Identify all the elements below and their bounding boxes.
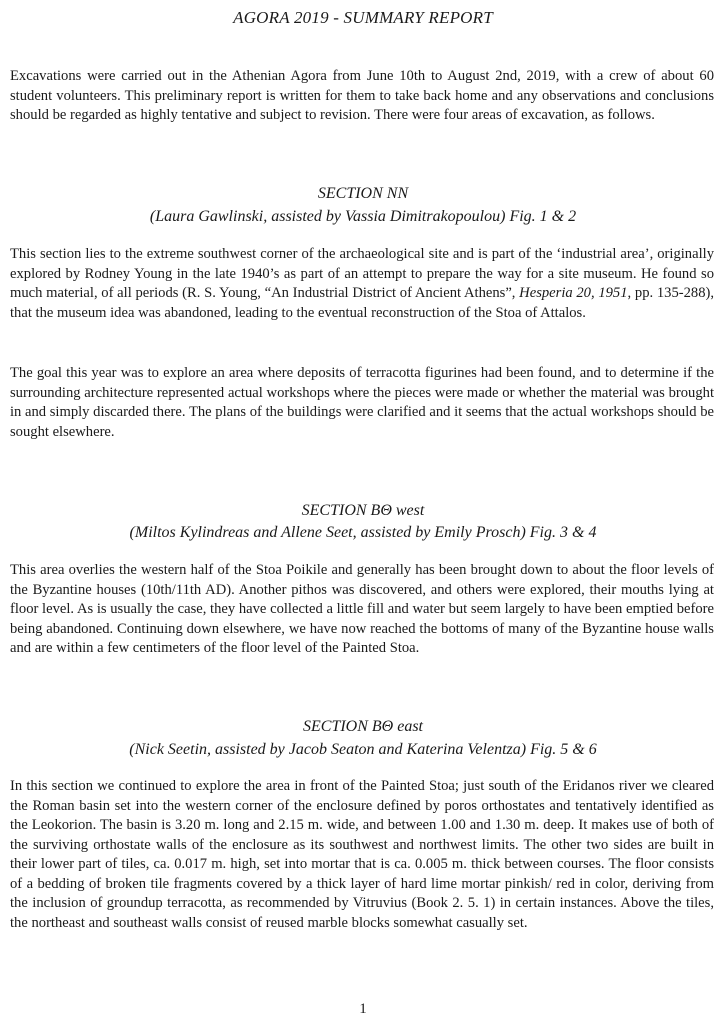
section-bth-east-body <box>10 777 714 933</box>
section-nn-paragraph-1 <box>10 245 714 323</box>
section-nn-credit: (Laura Gawlinski, assisted by Vassia Dimitrakopoulou) Fig. 1 & 2 <box>149 208 577 225</box>
intro-block <box>10 67 714 126</box>
section-nn-body-2 <box>10 364 714 442</box>
section-bth-west-paragraph: This area overlies the western half of the Stoa Poikile and generally has been brought down to about the floor levels of the Byzantine houses (10th/11th AD). Another pithos was discovered, and others were explored, their mouths lying at floor level. As is usually the case, they have collected a little fill and water but seem largely to have been emptied before being abandoned. Continuing down elsewhere, we have now reached the bottoms of many of the Byzantine house walls and are within a few centimeters of the floor level of the Painted Stoa. <box>10 562 714 656</box>
section-bth-east-credit: (Nick Seetin, assisted by Jacob Seaton and Katerina Velentza) Fig. 5 & 6 <box>129 741 597 758</box>
section-bth-east-paragraph: In this section we continued to explore the area in front of the Painted Stoa; just south of the Eridanos river we cleared the Roman basin set into the western corner of the enclosure defined by poros orthostates and tentatively identified as the Leokorion. The basin is 3.20 m. long and 2.15 m. wide, and between 1.00 and 1.30 m. deep. It makes use of both of the surviving orthostate walls of the enclosure as its southwest and northwest limits. The other two sides are built in their lower part of tiles, ca. 0.017 m. high, set into mortar that is ca. 0.005 m. thick between courses. The floor consists of a bedding of broken tile fragments covered by a thick layer of hard lime mortar pinkish/ red in color, deriving from the inclusion of groundup terracotta, as recommended by Vitruvius (Book 2. 5. 1) in certain instances. Above the tiles, the northeast and southeast walls consist of reused marble blocks somewhat casually set. <box>10 778 714 931</box>
paragraph-text: , pp. 135-288), that the museum idea was abandoned, leading to the eventual reconstruction of the Stoa of Attalos. <box>10 285 714 321</box>
paragraph-text: This section lies to the extreme southwest corner of the archaeological site and is part of the ‘industrial area’, originally explored by Rodney Young in the late 1940’s as part of an attempt to prepare the way for a site museum. He found so much material, of all periods (R. S. Young, “An Industrial District of Ancient Athens”, <box>10 246 714 301</box>
intro-paragraph: Excavations were carried out in the Athenian Agora from June 10th to August 2nd, 2019, with a crew of about 60 student volunteers. This preliminary report is written for them to take back home and any observations and conclusions should be regarded as highly tentative and subject to revision. There were four areas of excavation, as follows. <box>10 68 714 123</box>
section-bth-east-heading: SECTION BΘ east <box>303 718 423 735</box>
section-nn-body <box>10 245 714 323</box>
section-nn-heading: SECTION NN <box>317 185 409 202</box>
document-title: AGORA 2019 - SUMMARY REPORT <box>233 8 493 27</box>
section-bth-west-body <box>10 561 714 659</box>
section-nn-paragraph-2: The goal this year was to explore an area where deposits of terracotta figurines had been found, and to determine if the surrounding architecture represented actual workshops where the pieces were made or whether the material was brought in and simply discarded there. The plans of the buildings were clarified and it seems that the actual workshops should be sought elsewhere. <box>10 365 714 440</box>
page-number: 1 <box>359 1001 367 1017</box>
journal-citation: Hesperia 20, 1951 <box>519 285 628 301</box>
section-bth-west-heading: SECTION BΘ west <box>301 502 425 519</box>
section-bth-west-credit: (Miltos Kylindreas and Allene Seet, assisted by Emily Prosch) Fig. 3 & 4 <box>129 524 597 541</box>
